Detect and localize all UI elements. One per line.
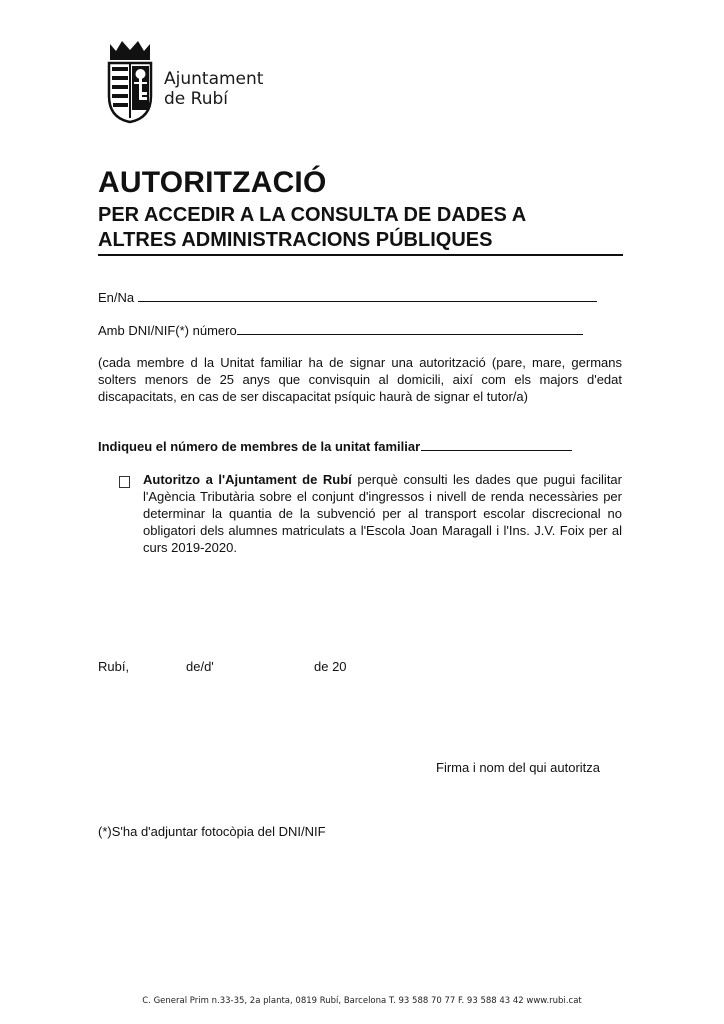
id-input-line[interactable]: [237, 322, 583, 335]
authorization-checkbox[interactable]: [119, 476, 130, 488]
id-label: Amb DNI/NIF(*) número: [98, 323, 237, 338]
org-name-line-1: Ajuntament: [164, 69, 264, 89]
name-input-line[interactable]: [138, 289, 597, 302]
footer-contact: C. General Prim n.33-35, 2a planta, 0819 Rubí, Barcelona T. 93 588 70 77 F. 93 588 43 42 www.rubi.cat: [142, 996, 582, 1006]
members-input-line[interactable]: [421, 438, 572, 451]
authorization-paragraph: [143, 471, 622, 556]
authorization-bold-text: Autoritzo a l'Ajuntament de Rubí: [143, 472, 352, 487]
authorization-body-text: perquè consulti les dades que pugui facilitar l'Agència Tributària sobre el conjunt d'ingressos i nivell de renda necessàries per determinar la quantia de la subvenció per al transport escolar discrecional no obligatori dels alumnes matriculats a l'Escola Joan Maragall i l'Ins. J.V. Foix per al curs 2019-2020.: [143, 472, 622, 555]
organization-name: [164, 69, 263, 109]
date-year-prefix: de 20: [314, 659, 347, 674]
name-field: [98, 289, 597, 305]
name-label: En/Na: [98, 290, 135, 305]
document-subtitle: [98, 203, 623, 256]
org-name-line-2: de Rubí: [164, 89, 228, 109]
members-label: Indiqueu el número de membres de la unitat familiar: [98, 439, 421, 454]
footnote: (*)S'ha d'adjuntar fotocòpia del DNI/NIF: [98, 824, 326, 839]
coat-of-arms-logo: [100, 38, 160, 124]
date-place: Rubí,: [98, 659, 130, 674]
subtitle-line-1: PER ACCEDIR A LA CONSULTA DE DADES A: [98, 204, 527, 226]
family-unit-note: (cada membre d la Unitat familiar ha de signar una autorització (pare, mare, germans solters menors de 25 anys que convisquin al domicili, així com els majors d'edat discapacitats, en cas de ser discapacitat psíquic haurà de signar el tutor/a): [98, 355, 622, 404]
document-title: AUTORITZACIÓ: [98, 166, 327, 199]
subtitle-line-2: ALTRES ADMINISTRACIONS PÚBLIQUES: [98, 229, 493, 251]
members-field: [98, 438, 572, 454]
id-field: [98, 322, 583, 338]
date-day-separator: de/d': [186, 659, 214, 674]
signature-label: Firma i nom del qui autoritza: [436, 760, 601, 775]
